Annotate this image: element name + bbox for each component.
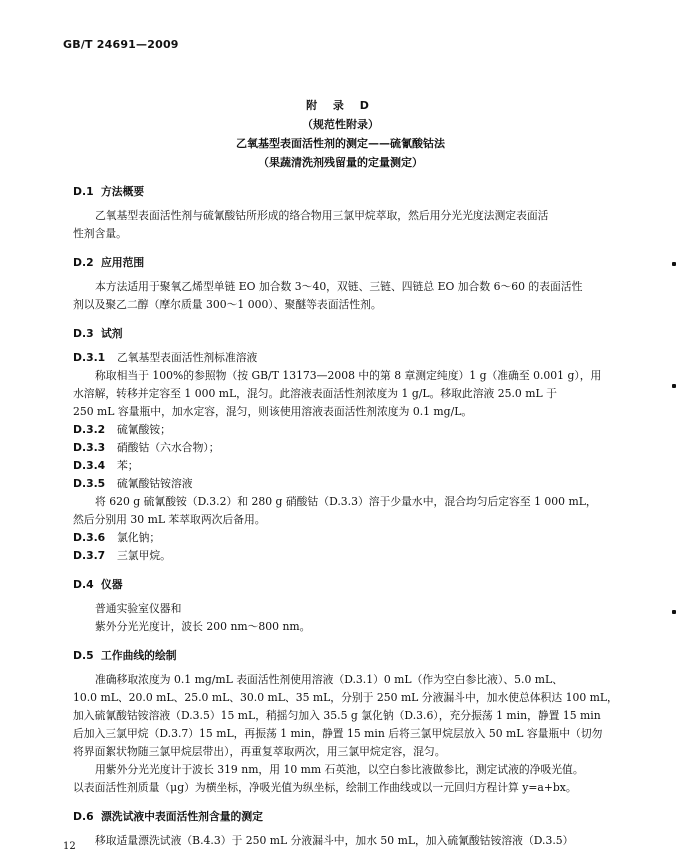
appendix-title-block [63, 96, 618, 172]
section-heading-d1: D.1 方法概要 [73, 185, 145, 198]
appendix-main-title: 乙氧基型表面活性剂的测定——硫氰酸钴法 [236, 137, 445, 150]
paragraph-line: 10.0 mL、20.0 mL、25.0 mL、30.0 mL、35 mL，分别于 250 mL 分液漏斗中，加水使总体积达 100 mL， [73, 691, 618, 704]
section-heading-d3: D.3 试剂 [73, 327, 123, 340]
section-heading-d5: D.5 工作曲线的绘制 [73, 649, 177, 662]
paragraph-line: 称取相当于 100%的参照物（按 GB/T 13173—2008 中的第 8 章测定纯度）1 g（准确至 0.001 g），用 [95, 369, 602, 382]
paragraph-line: 普通实验室仪器和 [95, 602, 182, 615]
paragraph-line: 将 620 g 硫氰酸铵（D.3.2）和 280 g 硝酸钴（D.3.3）溶于少量水中，混合均匀后定容至 1 000 mL， [95, 495, 597, 508]
standard-number: GB/T 24691—2009 [63, 38, 179, 51]
subsection-d3-2: D.3.2 硫氰酸铵； [73, 423, 171, 436]
paragraph-line: 移取适量漂洗试液（B.4.3）于 250 mL 分液漏斗中，加水 50 mL，加入硫氰酸钴铵溶液（D.3.5） [95, 834, 574, 847]
paragraph-line: 后加入三氯甲烷（D.3.7）15 mL，再振荡 1 min，静置 15 min 后将三氯甲烷层放入 50 mL 容量瓶中（切勿 [73, 727, 603, 740]
paragraph-line: 250 mL 容量瓶中，加水定容，混匀，则该使用溶液表面活性剂浓度为 0.1 mg/L。 [73, 405, 473, 418]
paragraph-line: 水溶解，转移并定容至 1 000 mL，混匀。此溶液表面活性剂浓度为 1 g/L。移取此溶液 25.0 mL 于 [73, 387, 557, 400]
subsection-d3-5: D.3.5 硫氰酸钴铵溶液 [73, 477, 193, 490]
appendix-label: 附 录 D [306, 99, 375, 112]
paragraph-line: 乙氧基型表面活性剂与硫氰酸钴所形成的络合物用三氯甲烷萃取，然后用分光光度法测定表面活 [95, 209, 549, 222]
paragraph-line: 准确移取浓度为 0.1 mg/mL 表面活性剂使用溶液（D.3.1）0 mL（作为空白参比液）、5.0 mL、 [95, 673, 563, 686]
paragraph-line: 然后分别用 30 mL 苯萃取两次后备用。 [73, 513, 266, 526]
binding-mark [672, 262, 676, 266]
appendix-normative-note: （规范性附录） [302, 118, 379, 131]
section-heading-d4: D.4 仪器 [73, 578, 123, 591]
paragraph-line: 加入硫氰酸钴铵溶液（D.3.5）15 mL，稍摇匀加入 35.5 g 氯化钠（D.3.6），充分振荡 1 min，静置 15 min [73, 709, 601, 722]
subsection-d3-3: D.3.3 硝酸钴（六水合物）； [73, 441, 220, 454]
document-body [73, 183, 621, 850]
page-number: 12 [63, 841, 76, 852]
appendix-subtitle: （果蔬清洗剂残留量的定量测定） [258, 156, 423, 169]
binding-mark [672, 384, 676, 388]
paragraph-line: 以表面活性剂质量（μg）为横坐标，净吸光值为纵坐标，绘制工作曲线或以一元回归方程计算 y=a+bx。 [73, 781, 577, 794]
paragraph-line: 将界面絮状物随三氯甲烷层带出），再重复萃取两次，用三氯甲烷定容，混匀。 [73, 745, 446, 758]
subsection-d3-7: D.3.7 三氯甲烷。 [73, 549, 171, 562]
section-heading-d6: D.6 漂洗试液中表面活性剂含量的测定 [73, 810, 263, 823]
paragraph-line: 紫外分光光度计，波长 200 nm～800 nm。 [95, 620, 311, 633]
paragraph-line: 本方法适用于聚氧乙烯型单链 EO 加合数 3～40，双链、三链、四链总 EO 加合数 6～60 的表面活性 [95, 280, 583, 293]
binding-mark [672, 610, 676, 614]
subsection-d3-6: D.3.6 氯化钠； [73, 531, 161, 544]
section-heading-d2: D.2 应用范围 [73, 256, 145, 269]
paragraph-line: 性剂含量。 [73, 227, 127, 240]
paragraph-line: 剂以及聚乙二醇（摩尔质量 300～1 000）、聚醚等表面活性剂。 [73, 298, 382, 311]
subsection-d3-1: D.3.1 乙氧基型表面活性剂标准溶液 [73, 351, 258, 364]
subsection-d3-4: D.3.4 苯； [73, 459, 139, 472]
paragraph-line: 用紫外分光光度计于波长 319 nm，用 10 mm 石英池，以空白参比液做参比，测定试液的净吸光值。 [95, 763, 584, 776]
